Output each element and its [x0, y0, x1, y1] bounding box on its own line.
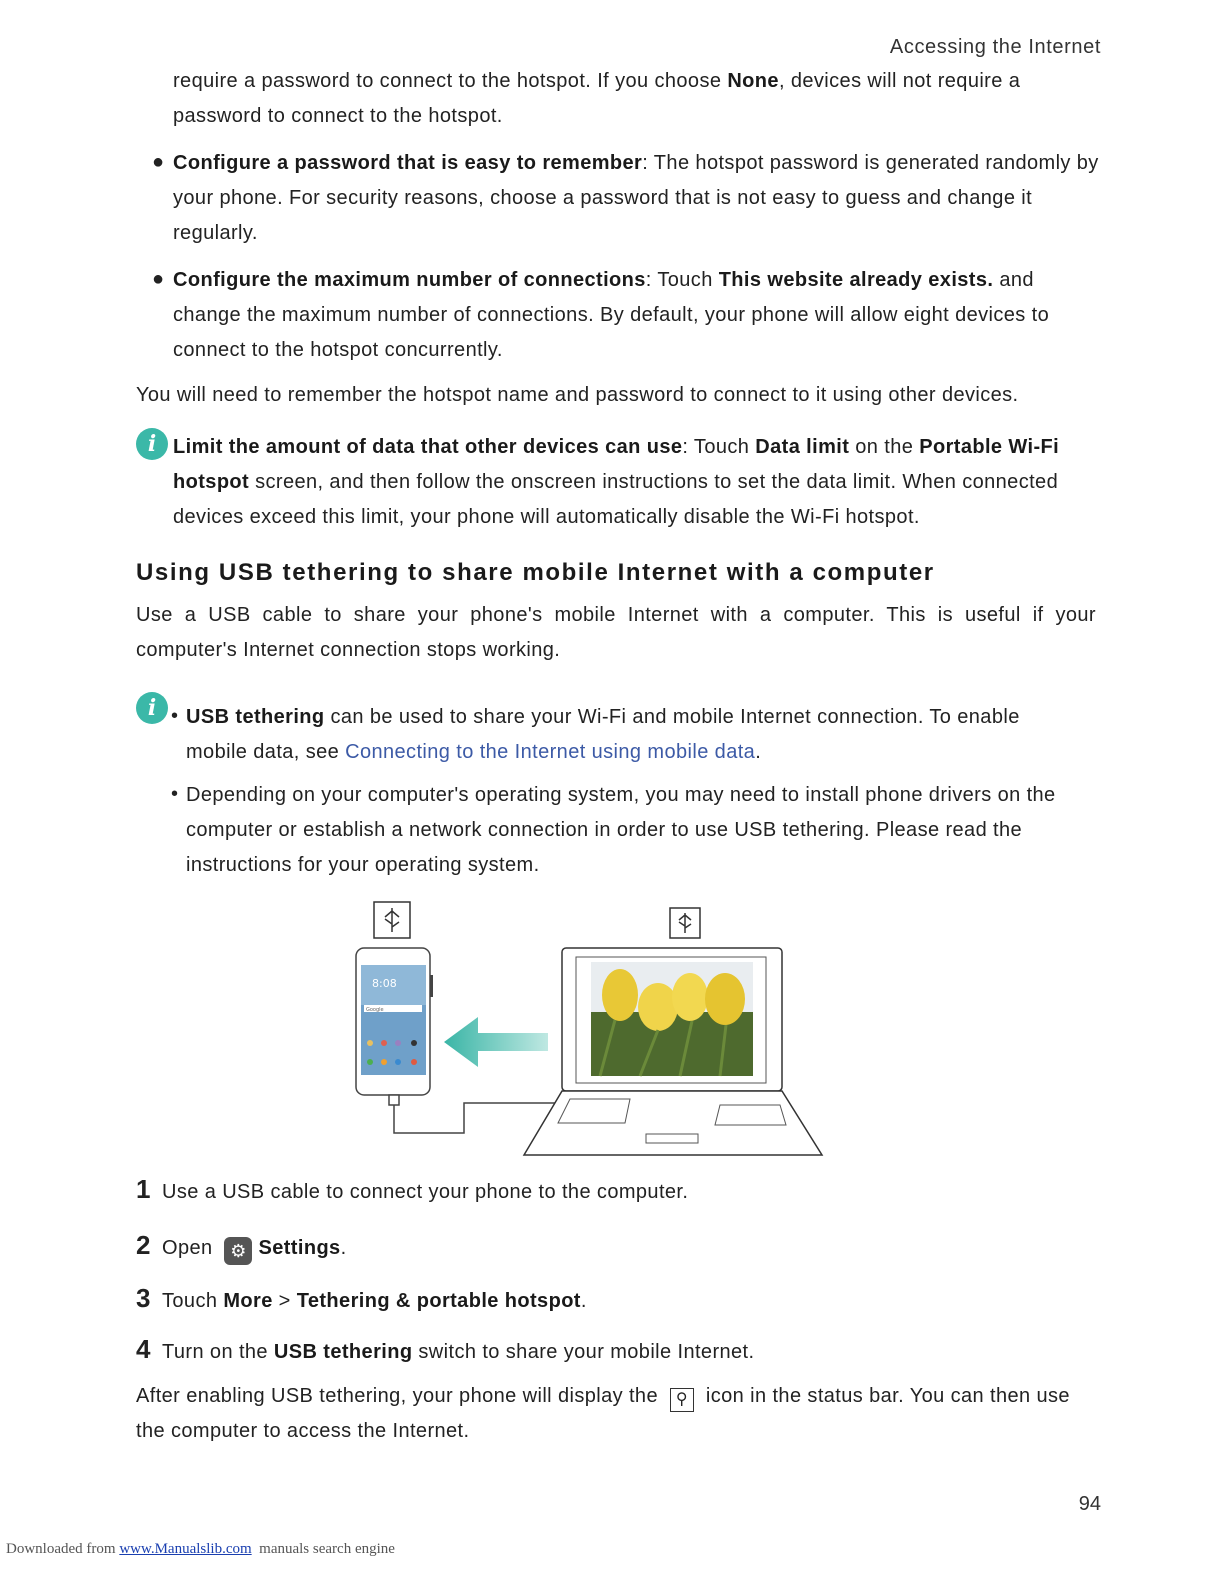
bullet-text: and change the maximum number of connections. By default, your phone will allow eight devices to connect to the hotspot concurrently.	[173, 269, 1050, 361]
laptop-illustration	[524, 948, 822, 1155]
usb-status-icon: ⚲	[670, 1388, 694, 1412]
step-text: .	[580, 1290, 587, 1312]
text: require a password to connect to the hotspot. If you choose	[173, 70, 728, 92]
section-title: Using USB tethering to share mobile Internet with a computer	[136, 559, 935, 586]
page-header: Accessing the Internet	[889, 36, 1101, 58]
step-number: 3	[136, 1283, 151, 1313]
usb-tethering-label: USB tethering	[186, 706, 325, 728]
mobile-data-link[interactable]: Connecting to the Internet using mobile data	[345, 741, 756, 763]
bullet-item	[152, 263, 1103, 368]
bullet-title: Configure a password that is easy to remember	[173, 152, 643, 174]
bullet-dot: ●	[152, 151, 165, 173]
tethering-hotspot-label: Tethering & portable hotspot	[296, 1290, 581, 1312]
text: icon in the status bar. You can then use the computer to access the Internet.	[136, 1385, 1070, 1442]
text: : Touch	[682, 436, 756, 458]
bullet-dot: •	[171, 705, 179, 727]
text: .	[755, 741, 762, 763]
footer-text: manuals search engine	[251, 1541, 395, 1557]
step-3	[136, 1281, 587, 1319]
bullet-item	[152, 146, 1103, 251]
bullet-dot: •	[171, 783, 179, 805]
remember-paragraph: You will need to remember the hotspot name and password to connect to it using other devices.	[136, 384, 1019, 406]
settings-gear-icon: ⚙	[224, 1237, 252, 1265]
phone-clock: 8:08	[372, 977, 397, 990]
note-item	[171, 778, 1086, 883]
note-title: Limit the amount of data that other devices can use	[173, 436, 683, 458]
data-limit-note	[173, 430, 1103, 535]
page-number: 94	[1078, 1493, 1101, 1515]
data-flow-arrow-icon	[444, 1017, 548, 1067]
after-paragraph	[136, 1379, 1096, 1449]
note-item	[171, 700, 1086, 770]
step-text: Touch	[162, 1290, 224, 1312]
phone-illustration	[356, 948, 433, 1105]
usb-tethering-switch-label: USB tethering	[273, 1341, 413, 1363]
bullet-dot: ●	[152, 268, 165, 290]
step-2	[136, 1228, 347, 1266]
footer	[6, 1541, 395, 1558]
step-text: Open	[162, 1237, 219, 1259]
bullet-text: : The hotspot password is generated randomly by your phone. For security reasons, choose a password that is not easy to guess and change it regularly.	[173, 152, 1099, 244]
manualslib-link[interactable]: www.Manualslib.com	[119, 1541, 252, 1557]
bullet-title: Configure the maximum number of connections	[173, 269, 646, 291]
separator: >	[272, 1290, 297, 1312]
more-label: More	[223, 1290, 273, 1312]
usb-cable	[394, 1103, 555, 1133]
step-text: switch to share your mobile Internet.	[412, 1341, 755, 1363]
step-number: 4	[136, 1334, 151, 1364]
bullet-text: : Touch	[645, 269, 719, 291]
step-text: .	[340, 1237, 347, 1259]
footer-text: Downloaded from	[6, 1541, 120, 1557]
step-number: 1	[136, 1174, 151, 1204]
intro-continuation	[173, 64, 1103, 134]
usb-tethering-illustration	[340, 895, 840, 1165]
text: After enabling USB tethering, your phone will display the	[136, 1385, 664, 1407]
text: screen, and then follow the onscreen instructions to set the data limit. When connected devices exceed this limit, your phone will automatically disable the Wi-Fi hotspot.	[173, 471, 1059, 528]
info-icon: i	[136, 428, 168, 460]
step-text: Use a USB cable to connect your phone to the computer.	[162, 1181, 689, 1203]
step-text: Turn on the	[162, 1341, 274, 1363]
text: , devices will not require a password to connect to the hotspot.	[173, 70, 1021, 127]
section-intro: Use a USB cable to share your phone's mobile Internet with a computer. This is useful if your computer's Internet connection stops working.	[136, 604, 1096, 661]
text: on the	[849, 436, 920, 458]
text: Depending on your computer's operating system, you may need to install phone drivers on the computer or establish a network connection in order to use USB tethering. Please read the instructions for your operating system.	[186, 784, 1056, 876]
data-limit-label: Data limit	[755, 436, 850, 458]
phone-search-bar: Google	[366, 1007, 384, 1013]
none-option: None	[727, 70, 779, 92]
usb-icon	[374, 902, 410, 938]
step-1	[136, 1172, 688, 1210]
settings-label: Settings	[258, 1237, 341, 1259]
text: can be used to share your Wi-Fi and mobile Internet connection. To enable mobile data, see	[186, 706, 1020, 763]
hotspot-screen-label: Portable Wi-Fi hotspot	[173, 436, 1060, 493]
step-number: 2	[136, 1230, 151, 1260]
step-4	[136, 1332, 754, 1370]
usb-icon	[670, 908, 700, 938]
info-icon: i	[136, 692, 168, 724]
bullet-bold: This website already exists.	[718, 269, 994, 291]
